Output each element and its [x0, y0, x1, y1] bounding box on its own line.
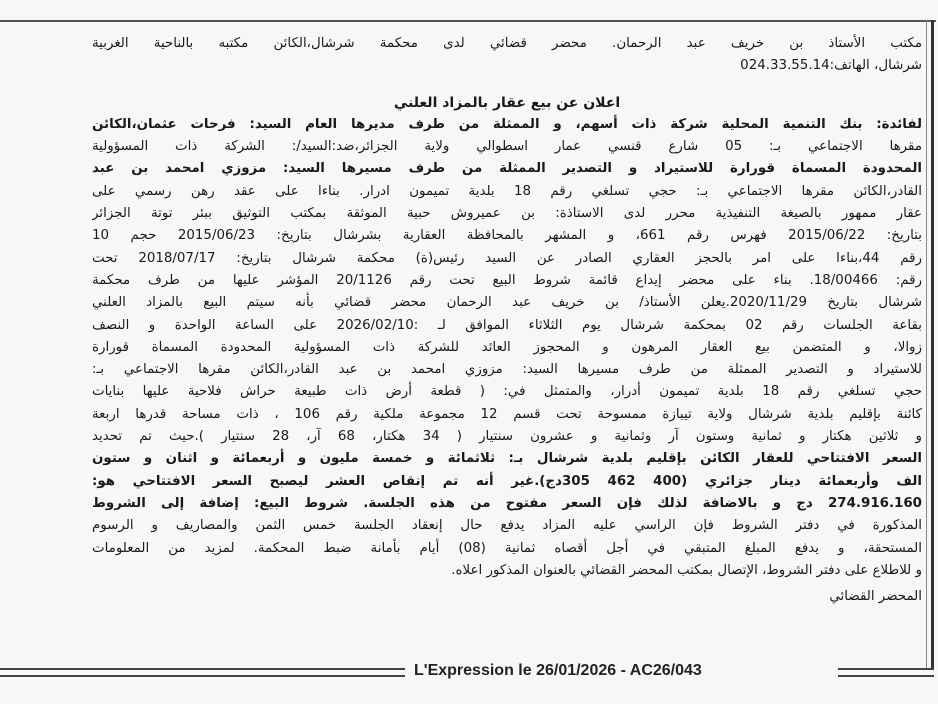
body-line: عقار ممهور بالصيغة التنفيذية محرر لدى الاستاذة: بن عميروش حبية الموثقة بمكتب التوثيق ببئر توتة الجزائر — [92, 206, 922, 222]
body-line: مقرها الاجتماعي بـ: 05 شارع قنسي عمار اسطوالي ولاية الجزائر،ضد:السيد/: الشركة ذات المسؤولية — [92, 139, 922, 155]
frame-top-border — [0, 20, 936, 22]
body-line: رقم 44،بناءا على امر بالحجز العقاري الصادر عن السيد رئيس(ة) محكمة شرشال بتاريخ: 2018/07/17 تحت — [92, 250, 922, 266]
legal-notice — [92, 33, 922, 608]
body-line: بتاريخ: 2015/06/22 فهرس رقم 661، و المشهر بالمحافظة العقارية بشرشال بتاريخ: 2015/06/23 حجم 10 — [92, 228, 922, 244]
header-phone-line: شرشال، الهاتف:024.33.55.14 — [740, 58, 922, 74]
body-line: للاستيراد و التصدير الممثلة من طرف مسيرها السيد: مزوزي امحمد بن عبد القادر،الكائن مقرها الاجتماعي بـ: — [92, 362, 922, 378]
body-line: بقاعة الجلسات رقم 02 بمحكمة شرشال يوم الثلاثاء الموافق لـ :2026/02/10 على الساعة الواحدة و النصف — [92, 317, 922, 333]
body-line: المذكورة في دفتر الشروط فإن الراسي عليه المزاد يدفع حال إنعقاد الجلسة خمس الثمن والمصاريف و الرسوم — [92, 518, 922, 534]
body-line: حجي تسلغي رقم 18 بلدية تميمون أدرار، والمتمثل في: ( قطعة أرض ذات طبيعة حراش فلاحية عليها بنايات — [92, 384, 922, 400]
body-line: رقم: 18/00466. بناء على محضر إيداع قائمة شروط البيع تحت رقم 20/1126 المؤشر عليها من طرف محكمة — [92, 272, 922, 288]
frame-right-inner-border — [926, 20, 927, 668]
footer-rule-left — [0, 668, 405, 677]
body-line: السعر الافتتاحي للعقار الكائن بإقليم بلدية شرشال بـ: ثلاثمائة و خمسة مليون و أربعمائة و اثنان و ستون — [92, 451, 922, 467]
body-line: القادر،الكائن مقرها الاجتماعي بـ: حجي تسلغي رقم 18 بلدية تميمون ادرار. بناءا على عقد رهن رسمي على — [92, 183, 922, 199]
body-line: لفائدة: بنك التنمية المحلية شركة ذات أسهم، و الممثلة من طرف مديرها العام السيد: فرحات عثمان،الكائن — [92, 116, 922, 132]
signature: المحضر القضائي — [829, 589, 922, 605]
frame-right-border — [931, 20, 934, 668]
body-line: المحدودة المسماة قورارة للاستيراد و التصدير الممثلة من طرف مسيرها السيد: مزوزي امحمد بن عبد — [92, 161, 922, 177]
body-line: و للاطلاع على دفتر الشروط، الإتصال بمكتب المحضر القضائي بالعنوان المذكور اعلاه. — [451, 562, 922, 578]
notice-title: اعلان عن بيع عقار بالمزاد العلني — [393, 94, 621, 111]
header-office-line: مكتب الأستاذ بن خريف عبد الرحمان. محضر قضائي لدى محكمة شرشال،الكائن مكتبه بالناحية الغربية — [92, 36, 922, 51]
publication-footer: L'Expression le 26/01/2026 - AC26/043 — [414, 662, 702, 679]
body-line: زوالا، و المتضمن بيع العقار المرهون و المحجوز العائد للشركة ذات المسؤولية المحدودة المسماة قورارة — [92, 339, 922, 355]
body-line: شرشال بتاريخ 2020/11/29.يعلن الأستاذ/ بن خريف عبد الرحمان محضر قضائي بأنه سيتم البيع بالمزاد العلني — [92, 295, 922, 311]
body-line: 274.916.160 دج و بالاضافة لذلك فإن السعر مفتوح من هذه الجلسة. شروط البيع: إضافة إلى الشروط — [92, 495, 922, 511]
body-line: الف وأربعمائة دينار جزائري (400 462 305دج).غير أنه تم إنقاص العشر ليصبح السعر الافتتاحي هو: — [92, 473, 922, 489]
body-line: و ثلاثين هكتار و ثمانية وستون آر وثمانية و عشرون سنتيار ( 34 هكتار، 68 آر، 28 سنتيار ).حيث تم تحديد — [92, 429, 922, 445]
body-line: المستحقة، و يدفع المبلغ المتبقي في أجل أقصاه ثمانية (08) أيام بأمانة ضبط المحكمة. لمزيد من المعلومات — [92, 540, 922, 556]
body-line: كائنة بإقليم بلدية شرشال ولاية تيبازة ممسوحة تحت قسم 12 مجموعة ملكية رقم 106 ، ذات مساحة قدرها اربعة — [92, 406, 922, 422]
footer-rule-right — [838, 668, 934, 677]
